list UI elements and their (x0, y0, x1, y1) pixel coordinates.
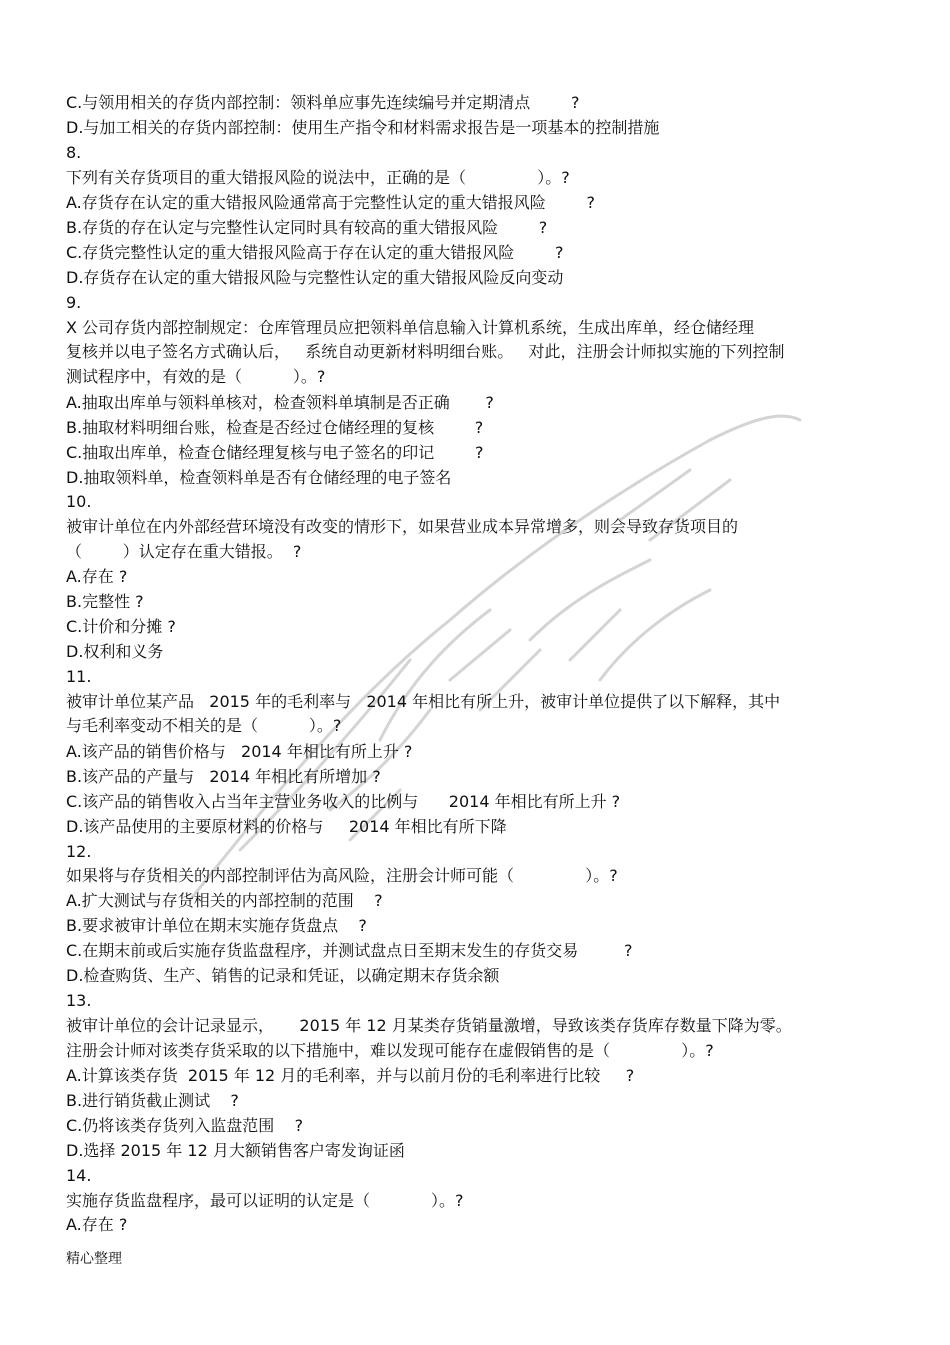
option-a: A.存货存在认定的重大错报风险通常高于完整性认定的重大错报风险 ? (66, 193, 595, 212)
option-a: A.存在 ? (66, 567, 128, 586)
watermark-icon (150, 380, 810, 940)
option-b: B.进行销货截止测试 ? (66, 1091, 239, 1110)
page-footer: 精心整理 (66, 1251, 122, 1267)
option-a: A.扩大测试与存货相关的内部控制的范围 ? (66, 891, 383, 910)
option-b: B.存货的存在认定与完整性认定同时具有较高的重大错报风险 ? (66, 218, 548, 237)
option-c: C.存货完整性认定的重大错报风险高于存在认定的重大错报风险 ? (66, 243, 564, 262)
question-stem: 如果将与存货相关的内部控制评估为高风险，注册会计师可能（ ）。? (66, 866, 618, 885)
option-c: C.在期末前或后实施存货监盘程序，并测试盘点日至期末发生的存货交易 ? (66, 941, 633, 960)
option-d: D.该产品使用的主要原材料的价格与 2014 年相比有所下降 (66, 817, 507, 836)
option-c: C.计价和分摊 ? (66, 617, 176, 636)
option-b: B.该产品的产量与 2014 年相比有所增加 ? (66, 767, 381, 786)
question-stem: 实施存货监盘程序，最可以证明的认定是（ ）。? (66, 1191, 464, 1210)
option-b: B.完整性 ? (66, 592, 144, 611)
question-stem: 被审计单位的会计记录显示， 2015 年 12 月某类存货销量激增，导致该类存货库存数量下降为零。 (66, 1016, 792, 1035)
text-line: D.与加工相关的存货内部控制：使用生产指令和材料需求报告是一项基本的控制措施 (66, 118, 660, 137)
question-number: 10. (66, 492, 92, 511)
question-stem: 复核并以电子签名方式确认后， 系统自动更新材料明细台账。 对此，注册会计师拟实施的下列控制 (66, 342, 785, 361)
question-stem: 下列有关存货项目的重大错报风险的说法中，正确的是（ ）。? (66, 168, 570, 187)
question-stem: 测试程序中，有效的是（ ）。? (66, 367, 326, 386)
option-d: D.抽取领料单，检查领料单是否有仓储经理的电子签名 (66, 468, 452, 487)
question-number: 11. (66, 667, 92, 686)
option-d: D.检查购货、生产、销售的记录和凭证，以确定期末存货余额 (66, 966, 500, 985)
option-c: C.仍将该类存货列入监盘范围 ? (66, 1116, 304, 1135)
option-d: D.存货存在认定的重大错报风险与完整性认定的重大错报风险反向变动 (66, 268, 564, 287)
option-d: D.权利和义务 (66, 642, 164, 661)
option-b: B.抽取材料明细台账，检查是否经过仓储经理的复核 ? (66, 418, 484, 437)
option-c: C.该产品的销售收入占当年主营业务收入的比例与 2014 年相比有所上升 ? (66, 792, 621, 811)
question-stem: 被审计单位某产品 2015 年的毛利率与 2014 年相比有所上升，被审计单位提供了以下解释，其中 (66, 692, 781, 711)
question-stem: 注册会计师对该类存货采取的以下措施中，难以发现可能存在虚假销售的是（ ）。? (66, 1041, 714, 1060)
option-b: B.要求被审计单位在期末实施存货盘点 ? (66, 916, 367, 935)
question-stem: 被审计单位在内外部经营环境没有改变的情形下，如果营业成本异常增多，则会导致存货项目的 (66, 517, 739, 536)
question-stem: （ ）认定存在重大错报。 ? (66, 542, 302, 561)
question-number: 12. (66, 842, 92, 861)
question-number: 13. (66, 991, 92, 1010)
question-number: 9. (66, 293, 82, 312)
text-line: C.与领用相关的存货内部控制：领料单应事先连续编号并定期清点 ? (66, 93, 580, 112)
option-a: A.该产品的销售价格与 2014 年相比有所上升 ? (66, 742, 413, 761)
question-number: 14. (66, 1166, 92, 1185)
option-c: C.抽取出库单，检查仓储经理复核与电子签名的印记 ? (66, 443, 484, 462)
option-a: A.抽取出库单与领料单核对，检查领料单填制是否正确 ? (66, 393, 494, 412)
option-a: A.存在 ? (66, 1215, 128, 1234)
option-a: A.计算该类存货 2015 年 12 月的毛利率，并与以前月份的毛利率进行比较 ? (66, 1066, 635, 1085)
question-stem: X 公司存货内部控制规定：仓库管理员应把领料单信息输入计算机系统，生成出库单，经仓储经理 (66, 318, 755, 337)
question-stem: 与毛利率变动不相关的是（ ）。? (66, 716, 342, 735)
option-d: D.选择 2015 年 12 月大额销售客户寄发询证函 (66, 1141, 405, 1160)
question-number: 8. (66, 143, 82, 162)
